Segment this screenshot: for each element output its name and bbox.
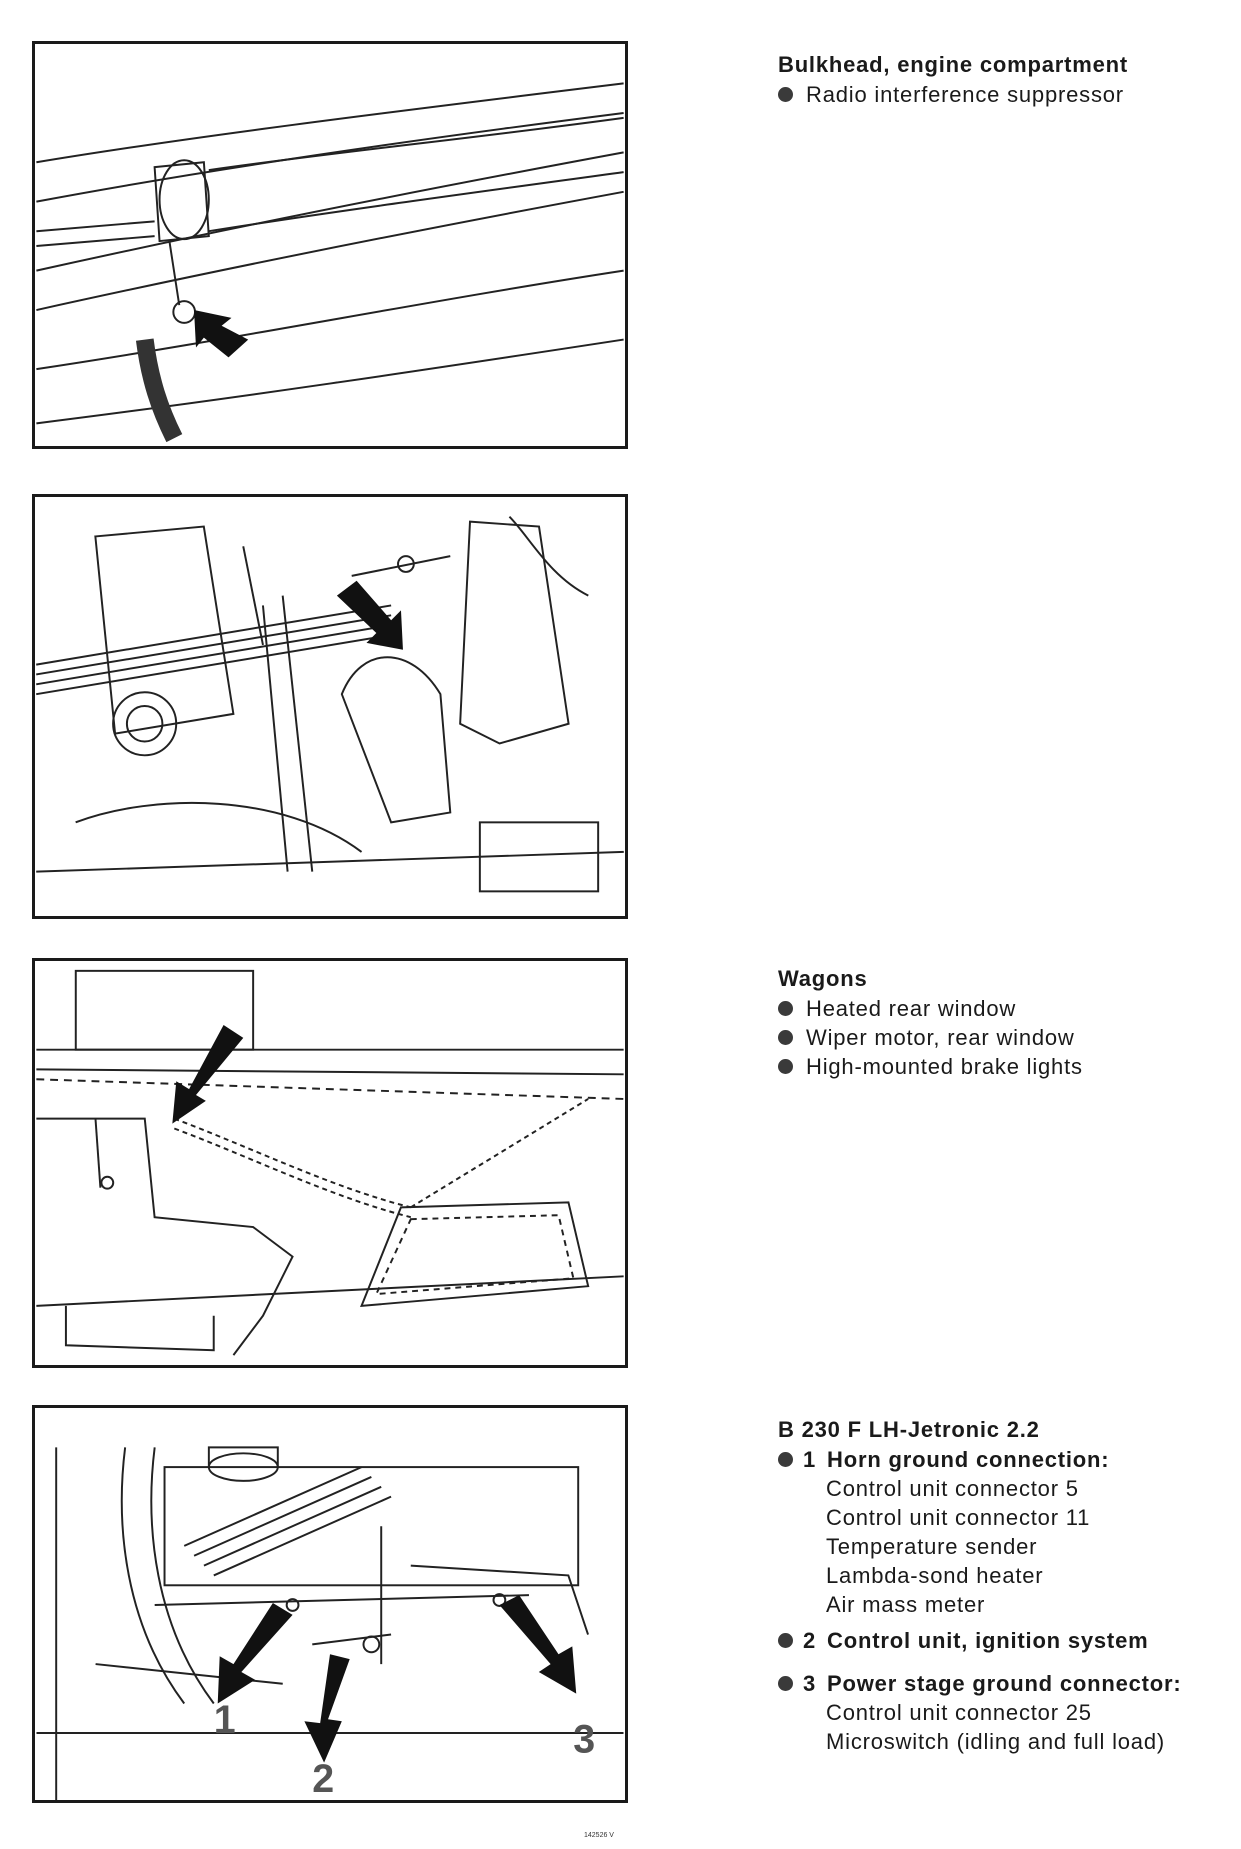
sub-item: Microswitch (idling and full load): [826, 1728, 1165, 1754]
section-title: Wagons: [778, 966, 868, 991]
callout-1: 1: [213, 1698, 236, 1743]
section-title: Bulkhead, engine compartment: [778, 52, 1129, 77]
arrow-callout-2: [304, 1654, 349, 1762]
caption-b230f: [778, 1417, 1182, 1756]
sub-item: Control unit connector 11: [826, 1504, 1091, 1530]
figure-number: 142526 V: [584, 1832, 614, 1839]
sub-item: Control unit connector 25: [826, 1699, 1092, 1725]
list-item: 3 Power stage ground connector:: [778, 1669, 1182, 1698]
b230f-illustration: [35, 1408, 625, 1800]
sub-item: Air mass meter: [826, 1591, 986, 1617]
sub-item: Control unit connector 5: [826, 1475, 1079, 1501]
arrow-indicator: [194, 310, 248, 357]
sub-item: Lambda-sond heater: [826, 1562, 1044, 1588]
callout-3: 3: [573, 1717, 596, 1762]
callout-2: 2: [312, 1757, 335, 1800]
arrow-indicator: [172, 1025, 243, 1124]
list-item: 1 Horn ground connection:: [778, 1445, 1182, 1474]
bullet-icon: [778, 1030, 793, 1045]
caption-bulkhead: [778, 52, 1128, 109]
bullet-icon: [778, 1001, 793, 1016]
figure-wagon-tailgate: [32, 958, 628, 1368]
engine-illustration: [35, 497, 625, 916]
list-item: Radio interference suppressor: [778, 80, 1128, 109]
arrow-callout-1: [218, 1603, 293, 1703]
figure-bulkhead: [32, 41, 628, 449]
sub-item: Temperature sender: [826, 1533, 1038, 1559]
bullet-icon: [778, 1452, 793, 1467]
bullet-icon: [778, 87, 793, 102]
bullet-icon: [778, 1633, 793, 1648]
bulkhead-illustration: [35, 44, 625, 446]
list-item: Heated rear window: [778, 994, 1083, 1023]
arrow-indicator: [337, 581, 403, 650]
list-item: High-mounted brake lights: [778, 1052, 1083, 1081]
section-title: B 230 F LH-Jetronic 2.2: [778, 1417, 1040, 1442]
bullet-icon: [778, 1676, 793, 1691]
figure-b230f-engine: [32, 1405, 628, 1803]
arrow-callout-3: [499, 1595, 576, 1693]
list-item: 2 Control unit, ignition system: [778, 1626, 1182, 1655]
figure-engine-compartment: [32, 494, 628, 919]
caption-wagons: [778, 966, 1083, 1081]
tailgate-illustration: [35, 961, 625, 1365]
list-item: Wiper motor, rear window: [778, 1023, 1083, 1052]
bullet-icon: [778, 1059, 793, 1074]
